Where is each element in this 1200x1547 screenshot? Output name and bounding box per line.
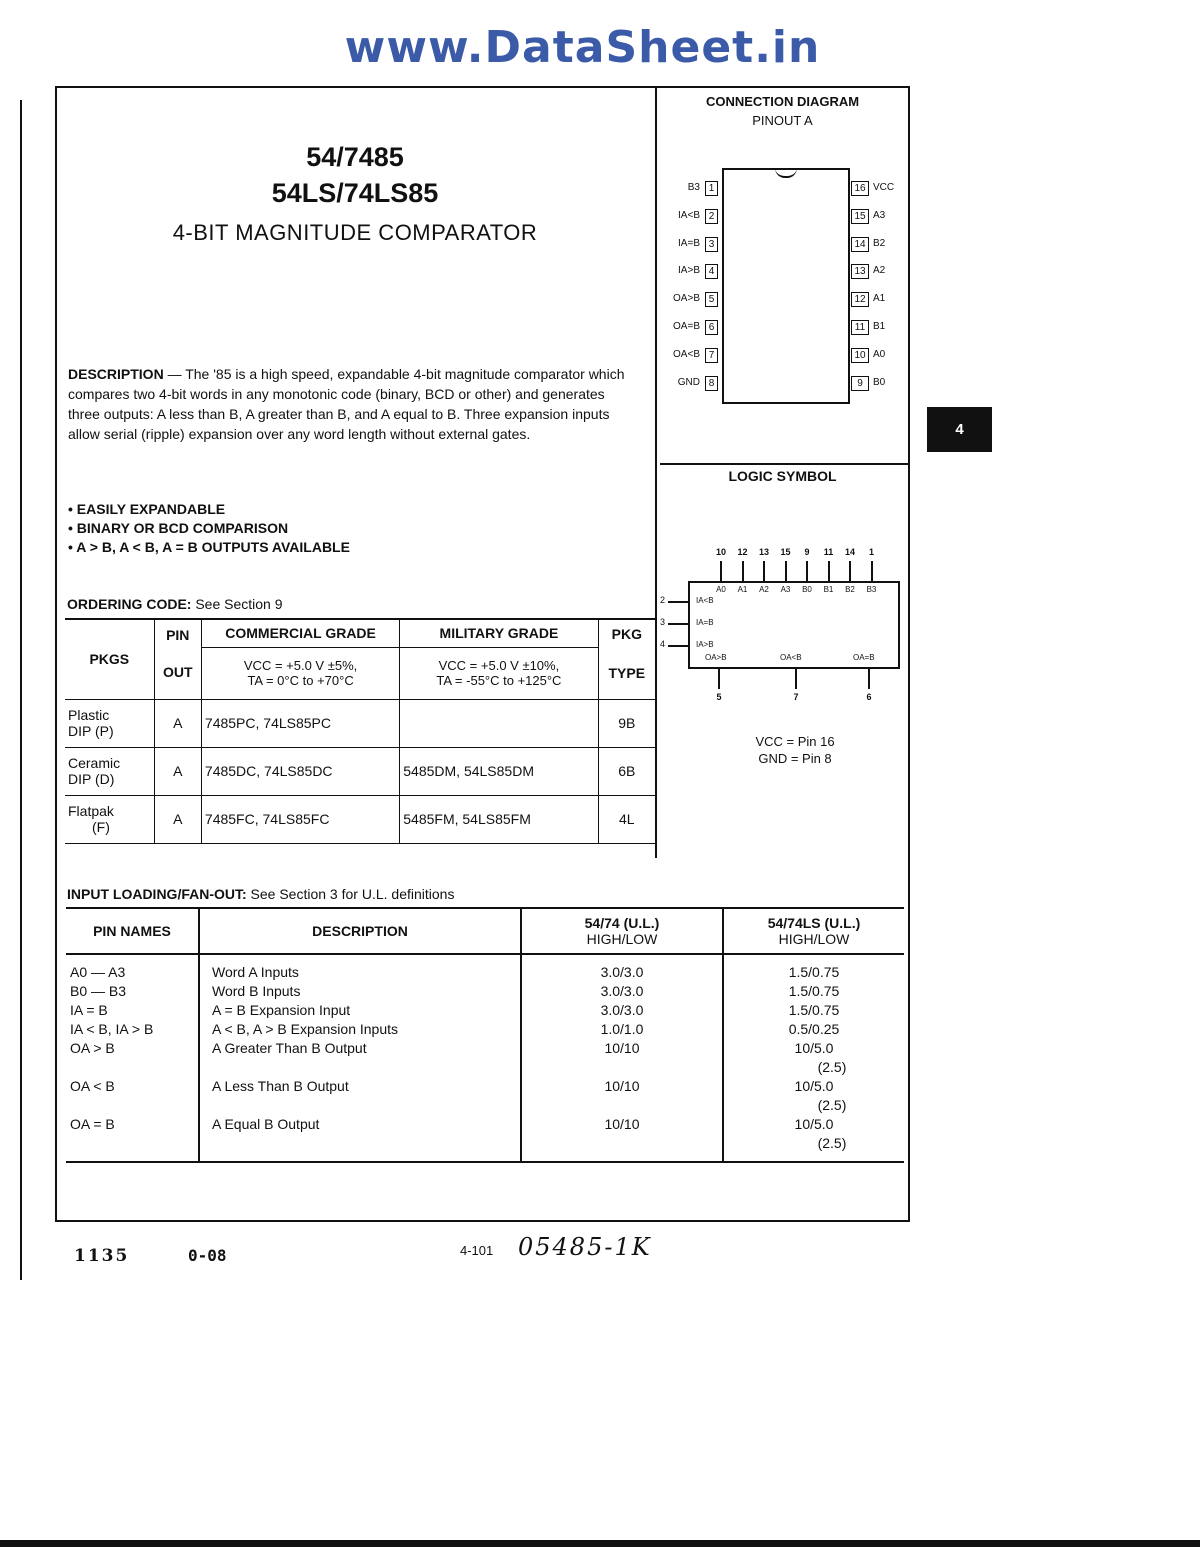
pkg-cell: [65, 699, 154, 747]
ic-pin-number: 11: [851, 320, 869, 335]
pin-name-cell: OA = B: [66, 1115, 199, 1162]
ic-pin-number: 16: [851, 181, 869, 196]
pin-desc-cell: A Equal B Output: [199, 1115, 521, 1162]
military-header: MILITARY GRADE: [400, 619, 598, 647]
logic-pin-name: A2: [759, 585, 769, 594]
ic-pin-label: B1: [873, 321, 886, 332]
right-section-divider: [660, 463, 910, 465]
pin-name-cell: IA = B: [70, 1002, 108, 1018]
logic-pin-line: [828, 561, 830, 581]
section-tab: 4: [927, 407, 992, 452]
pkg-cell: [65, 795, 154, 843]
ul-ls-cell: 1.5/0.75: [723, 982, 904, 1001]
pkg-name: Ceramic: [68, 755, 121, 771]
ul-ls-cell: 0.5/0.25: [723, 1020, 904, 1039]
pkg-type-header: PKG: [598, 619, 655, 647]
ic-pin-label: A3: [873, 209, 886, 221]
ul-74-cell: 3.0/3.0: [521, 954, 723, 982]
ic-pin-number: 10: [851, 348, 869, 363]
input-loading-table: [66, 907, 904, 1163]
pkg-suffix: (F): [92, 819, 110, 835]
ul-ls-header: [723, 908, 904, 954]
ul-ls-value: 10/5.0: [794, 1116, 834, 1132]
pin-name-cell: IA < B, IA > B: [70, 1021, 154, 1037]
commercial-cell: 7485FC, 74LS85FC: [201, 795, 399, 843]
ic-pin-number: 3: [705, 237, 718, 252]
logic-pin-name: A3: [780, 585, 791, 594]
logic-pin-line: [668, 645, 688, 647]
pin-desc-cell: A = B Expansion Input: [199, 1001, 521, 1020]
ic-pin-number: 5: [705, 292, 718, 307]
vcc-note: VCC = Pin 16: [755, 734, 835, 749]
ic-pin-label: A2: [873, 265, 886, 277]
pin-name-cell: OA < B: [70, 1078, 115, 1094]
table-row: [66, 982, 904, 1001]
logic-pin-name: A1: [737, 585, 748, 594]
commercial-header: COMMERCIAL GRADE: [201, 619, 399, 647]
logic-pin-name: B0: [802, 585, 812, 594]
logic-pin-name: B2: [845, 585, 855, 594]
logic-pin-number: 3: [660, 617, 666, 627]
pkg-suffix: DIP (D): [68, 771, 115, 787]
ul-ls-cell: [723, 1115, 904, 1162]
logic-pin-name: OA>B: [705, 653, 727, 662]
ic-pin-number: 15: [851, 209, 869, 224]
military-vcc: VCC = +5.0 V ±10%,: [438, 658, 560, 673]
description-text: — The '85 is a high speed, expandable 4-bit magnitude comparator which compares two 4-bit words in any monotonic code (binary, BCD or other) and generates three outputs: A less than B, A greater than B, and A equal to B. Three expansion inputs allow serial (ripple) expansion over any word length without external gates.: [68, 366, 625, 442]
ic-pin-number: 1: [705, 181, 718, 196]
ul-ls-cell: 1.5/0.75: [723, 1001, 904, 1020]
logic-pin-name: B1: [823, 585, 834, 594]
part-number-ls-title: 54LS/74LS85: [271, 178, 439, 208]
pin-out-cell: A: [154, 747, 201, 795]
ic-pin-label: B0: [873, 376, 886, 388]
pkg-type-header-2: TYPE: [598, 647, 655, 699]
connection-title-line2: PINOUT A: [752, 113, 813, 128]
page-number: 4-101: [460, 1243, 494, 1258]
footer-date-code: 0-08: [188, 1246, 227, 1265]
logic-pin-number: 4: [660, 639, 666, 649]
logic-pin-number: 5: [716, 692, 722, 702]
ul-ls-cell: 1.5/0.75: [723, 954, 904, 982]
ic-pin-label: B3: [687, 182, 700, 193]
logic-pin-number: 15: [780, 547, 791, 557]
table-row: [66, 1020, 904, 1039]
ic-pin-number: 13: [851, 264, 869, 279]
ic-pin-number: 6: [705, 320, 718, 335]
ul-74-cell: 3.0/3.0: [521, 1001, 723, 1020]
description-header: DESCRIPTION: [199, 908, 521, 954]
ul-74-header-line1: 54/74 (U.L.): [584, 915, 660, 931]
logic-pin-line: [806, 561, 808, 581]
commercial-temp: TA = 0°C to +70°C: [247, 673, 354, 688]
table-row: [66, 1077, 904, 1115]
logic-pin-line: [668, 623, 688, 625]
ordering-label: ORDERING CODE:: [67, 596, 192, 612]
part-number-title: 54/7485: [306, 142, 404, 172]
scan-bottom-edge: [0, 1540, 1200, 1547]
description-label: DESCRIPTION: [68, 366, 164, 382]
ul-ls-cell: [723, 1077, 904, 1115]
logic-symbol-title: LOGIC SYMBOL: [728, 468, 837, 484]
ul-74-header: [521, 908, 723, 954]
ic-pin-number: 7: [705, 348, 718, 363]
scan-edge-line: [20, 100, 22, 1280]
ic-pin-label: A1: [873, 293, 886, 305]
ordering-table: [65, 618, 655, 844]
table-row: [65, 747, 655, 795]
ic-pin-number: 4: [705, 264, 718, 279]
ic-pin-label: IA>B: [678, 265, 700, 277]
military-cell: 5485DM, 54LS85DM: [400, 747, 598, 795]
ul-74-cell: 10/10: [521, 1077, 723, 1115]
pin-names-header: PIN NAMES: [66, 908, 199, 954]
ul-74-cell: 1.0/1.0: [521, 1020, 723, 1039]
pin-out-header-2: OUT: [154, 647, 201, 699]
column-divider: [655, 88, 657, 858]
logic-pin-number: 2: [660, 595, 666, 605]
logic-pin-line: [763, 561, 765, 581]
ic-pin-label: A0: [873, 348, 886, 360]
ul-ls-cell: [723, 1039, 904, 1077]
logic-pin-number: 14: [844, 547, 855, 557]
military-cell: 5485FM, 54LS85FM: [400, 795, 598, 843]
power-pin-note: [690, 733, 900, 767]
ul-74-cell: 10/10: [521, 1039, 723, 1077]
pkg-type-cell: 6B: [598, 747, 655, 795]
ic-pin-number: 12: [851, 292, 869, 307]
table-row: [66, 954, 904, 982]
pkg-type-cell: 4L: [598, 795, 655, 843]
feature-item: • A > B, A < B, A = B OUTPUTS AVAILABLE: [68, 538, 350, 557]
logic-pin-name: IA>B: [696, 640, 714, 649]
pin-name-cell: A0 — A3: [70, 964, 126, 980]
logic-pin-name: B3: [866, 585, 877, 594]
pin-desc-cell: Word A Inputs: [199, 954, 521, 982]
logic-pin-name: A0: [716, 585, 726, 594]
commercial-vcc: VCC = +5.0 V ±5%,: [243, 658, 358, 673]
ul-74-cell: 10/10: [521, 1115, 723, 1162]
logic-pin-number: 7: [793, 692, 799, 702]
ic-pin-label: B2: [873, 237, 886, 249]
ul-ls-header-line2: HIGH/LOW: [778, 931, 850, 947]
logic-pin-line: [868, 669, 870, 689]
pin-desc-cell: Word B Inputs: [199, 982, 521, 1001]
logic-pin-number: 12: [737, 547, 748, 557]
logic-pin-name: IA<B: [696, 596, 714, 605]
ic-pin-number: 14: [851, 237, 869, 252]
table-row: [66, 1115, 904, 1162]
table-row: [65, 699, 655, 747]
logic-pin-name: OA=B: [853, 653, 875, 662]
watermark: www.DataSheet.in: [344, 22, 821, 73]
ul-74-cell: 3.0/3.0: [521, 982, 723, 1001]
ic-pin-label: OA<B: [673, 348, 700, 360]
table-row: [66, 1039, 904, 1077]
logic-pin-number: 9: [804, 547, 810, 557]
handwritten-note: 05485-1K: [518, 1233, 652, 1261]
ic-pin-number: 2: [705, 209, 718, 224]
connection-diagram-title: [660, 92, 905, 130]
ic-package-outline: [722, 168, 850, 404]
ul-ls-alt-value: (2.5): [817, 1097, 847, 1113]
pkg-type-cell: 9B: [598, 699, 655, 747]
logic-pin-number: 13: [758, 547, 769, 557]
pkg-name: Plastic: [68, 707, 110, 723]
ic-pin-label: IA<B: [678, 209, 700, 221]
military-temp: TA = -55°C to +125°C: [436, 673, 562, 688]
pkg-suffix: DIP (P): [68, 723, 114, 739]
ic-pin-label: IA=B: [678, 237, 700, 249]
ic-pin-label: OA>B: [673, 293, 700, 305]
logic-pin-name: IA=B: [696, 618, 714, 627]
commercial-cell: 7485DC, 74LS85DC: [201, 747, 399, 795]
ordering-ref: See Section 9: [195, 596, 283, 612]
ic-pin-label: OA=B: [673, 321, 700, 332]
pin-out-cell: A: [154, 699, 201, 747]
pin-name-cell: B0 — B3: [70, 983, 127, 999]
logic-pin-line: [871, 561, 873, 581]
ul-74-header-line2: HIGH/LOW: [586, 931, 658, 947]
description-paragraph: [68, 364, 638, 444]
logic-pin-line: [849, 561, 851, 581]
ul-ls-alt-value: (2.5): [817, 1135, 847, 1151]
logic-pin-line: [795, 669, 797, 689]
ordering-code-heading: [67, 596, 283, 612]
gnd-note: GND = Pin 8: [758, 751, 832, 766]
ul-ls-alt-value: (2.5): [817, 1059, 847, 1075]
logic-pin-number: 11: [823, 547, 834, 557]
pkg-cell: [65, 747, 154, 795]
table-row: [66, 1001, 904, 1020]
device-subtitle: 4-BIT MAGNITUDE COMPARATOR: [172, 220, 538, 245]
logic-pin-name: OA<B: [780, 653, 802, 662]
logic-pin-number: 10: [715, 547, 726, 557]
ic-pin-number: 9: [851, 376, 869, 391]
loading-heading: [67, 886, 454, 902]
loading-label: INPUT LOADING/FAN-OUT:: [67, 886, 247, 902]
pkgs-header: PKGS: [65, 619, 154, 699]
ul-ls-value: 10/5.0: [794, 1078, 834, 1094]
pkg-name: Flatpak: [68, 803, 114, 819]
ic-pin-label: VCC: [873, 182, 895, 193]
table-row: [65, 795, 655, 843]
logic-pin-line: [668, 601, 688, 603]
connection-title-line1: CONNECTION DIAGRAM: [705, 94, 860, 109]
logic-pin-line: [718, 669, 720, 689]
loading-ref: See Section 3 for U.L. definitions: [250, 886, 455, 902]
pin-name-cell: OA > B: [70, 1040, 115, 1056]
logic-pin-line: [742, 561, 744, 581]
ul-ls-value: 10/5.0: [794, 1040, 834, 1056]
logic-pin-number: 1: [868, 547, 874, 557]
feature-list: [68, 500, 350, 557]
feature-item: • BINARY OR BCD COMPARISON: [68, 519, 350, 538]
ic-pin-number: 8: [705, 376, 718, 391]
pin-out-header: PIN: [154, 619, 201, 647]
pin-out-cell: A: [154, 795, 201, 843]
footer-code: 1135: [74, 1246, 130, 1266]
military-cell: [400, 699, 598, 747]
pin-desc-cell: A < B, A > B Expansion Inputs: [199, 1020, 521, 1039]
logic-pin-number: 6: [866, 692, 872, 702]
commercial-cell: 7485PC, 74LS85PC: [201, 699, 399, 747]
ic-pin-label: GND: [677, 376, 700, 388]
logic-pin-line: [720, 561, 722, 581]
military-conditions: [400, 647, 598, 699]
commercial-conditions: [201, 647, 399, 699]
pin-desc-cell: A Greater Than B Output: [199, 1039, 521, 1077]
feature-item: • EASILY EXPANDABLE: [68, 500, 350, 519]
pin-desc-cell: A Less Than B Output: [199, 1077, 521, 1115]
ul-ls-header-line1: 54/74LS (U.L.): [767, 915, 861, 931]
logic-pin-line: [785, 561, 787, 581]
